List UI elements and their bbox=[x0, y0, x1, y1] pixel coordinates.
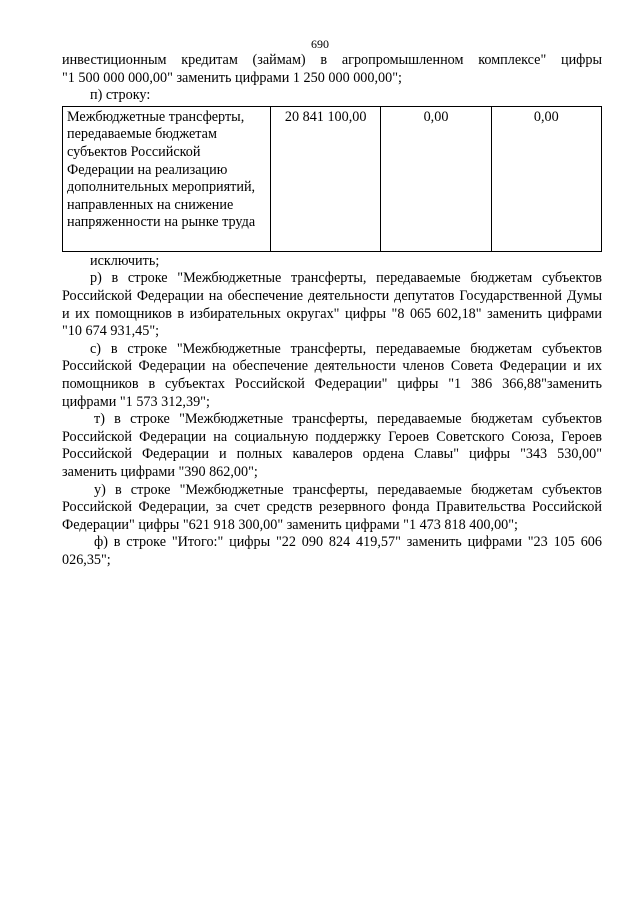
row-value-cell-3: 0,00 bbox=[491, 106, 601, 251]
row-name-cell: Межбюджетные трансферты, передаваемые бюджетам субъектов Российской Федерации на реализацию дополнительных мероприятий, направленных на снижение напряженности на рынке труда bbox=[63, 106, 271, 251]
document-body bbox=[62, 52, 602, 569]
exclude-text: исключить; bbox=[90, 252, 160, 269]
item-u: у) в строке "Межбюджетные трансферты, передаваемые бюджетам субъектов Российской Федерации, за счет средств резервного фонда Правительства Российской Федерации" цифры "621 918 300,00" заменить цифрами "1 473 818 400,00"; bbox=[62, 481, 602, 533]
budget-row-table bbox=[62, 106, 602, 252]
intro-paragraph bbox=[62, 52, 602, 87]
item-s: с) в строке "Межбюджетные трансферты, передаваемые бюджетам субъектов Российской Федерации на обеспечение деятельности членов Совета Федерации и их помощников в субъектах Российской Федерации" цифры "1 386 366,88"заменить цифрами "1 573 312,39"; bbox=[62, 340, 602, 410]
item-p: п) строку: bbox=[90, 87, 151, 104]
row-value-cell-1: 20 841 100,00 bbox=[271, 106, 381, 251]
row-value-cell-2: 0,00 bbox=[381, 106, 491, 251]
item-r: р) в строке "Межбюджетные трансферты, передаваемые бюджетам субъектов Российской Федерации на обеспечение деятельности депутатов Государственной Думы и их помощников в избирательных округах" цифры "8 065 602,18" заменить цифрами "10 674 931,45"; bbox=[62, 270, 602, 340]
intro-line-2: "1 500 000 000,00" заменить цифрами 1 250 000 000,00"; bbox=[62, 69, 402, 86]
item-f: ф) в строке "Итого:" цифры "22 090 824 419,57" заменить цифрами "23 105 606 026,35"; bbox=[62, 534, 602, 568]
table-row bbox=[63, 106, 602, 251]
page-number: 690 bbox=[311, 37, 329, 51]
intro-line-1: инвестиционным кредитам (займам) в агропромышленном комплексе" цифры bbox=[62, 52, 602, 68]
item-t: т) в строке "Межбюджетные трансферты, передаваемые бюджетам субъектов Российской Федерации на социальную поддержку Героев Советского Союза, Героев Российской Федерации и полных кавалеров ордена Славы" цифры "343 530,00" заменить цифрами "390 862,00"; bbox=[62, 411, 602, 480]
